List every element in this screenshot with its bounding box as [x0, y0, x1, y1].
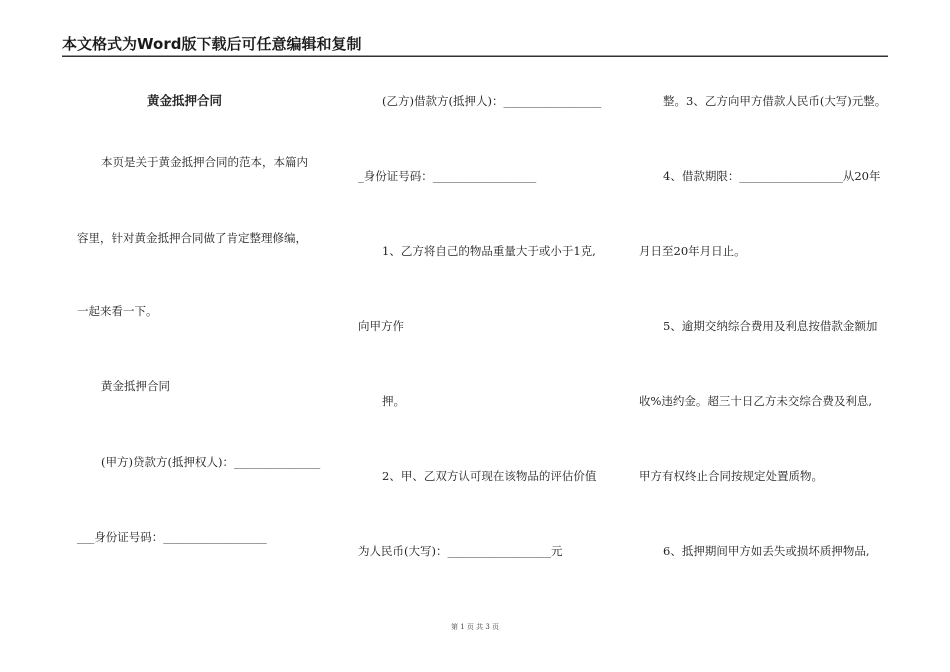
- col3-line-1: 整。3、乙方向甲方借款人民币(大写)元整。: [663, 94, 887, 108]
- col3-line-7: 6、抵押期间甲方如丢失或损坏质押物品,: [663, 544, 870, 558]
- col3-line-4: 5、逾期交纳综合费用及利息按借款金额加: [663, 319, 878, 333]
- col3-line-3: 月日至20年月日止。: [639, 244, 746, 258]
- page-number: 第 1 页 共 3 页: [450, 623, 500, 631]
- value-field: 为人民币(大写)：__________________元: [358, 544, 563, 558]
- contract-title: 黄金抵押合同: [147, 93, 223, 108]
- header-divider: [62, 55, 888, 56]
- col3-line-6: 甲方有权终止合同按规定处置质物。: [639, 469, 823, 483]
- col2-line-4: 向甲方作: [358, 319, 404, 333]
- col3-line-5: 收%违约金。超三十日乙方未交综合费及利息,: [639, 394, 873, 408]
- col1-line-2: 容里，针对黄金抵押合同做了肯定整理修编，: [77, 231, 307, 245]
- lender-id-field: ___身份证号码：__________________: [77, 530, 267, 544]
- col1-line-3: 一起来看一下。: [77, 304, 158, 318]
- col1-line-4: 黄金抵押合同: [101, 379, 170, 393]
- document-header: 本文格式为Word版下载后可任意编辑和复制: [62, 33, 888, 57]
- col1-line-1: 本页是关于黄金抵押合同的范本，本篇内: [101, 155, 308, 169]
- col2-line-5: 押。: [382, 394, 405, 408]
- borrower-id-field: _身份证号码：__________________: [358, 169, 537, 183]
- loan-term-field: 4、借款期限：__________________从20年: [663, 169, 881, 183]
- borrower-field: (乙方)借款方(抵押人)：_________________: [382, 94, 602, 108]
- col2-line-6: 2、甲、乙双方认可现在该物品的评估价值: [382, 469, 597, 483]
- col2-line-3: 1、乙方将自己的物品重量大于或小于1克,: [382, 244, 596, 258]
- lender-field: (甲方)贷款方(抵押权人)：_______________: [101, 455, 321, 469]
